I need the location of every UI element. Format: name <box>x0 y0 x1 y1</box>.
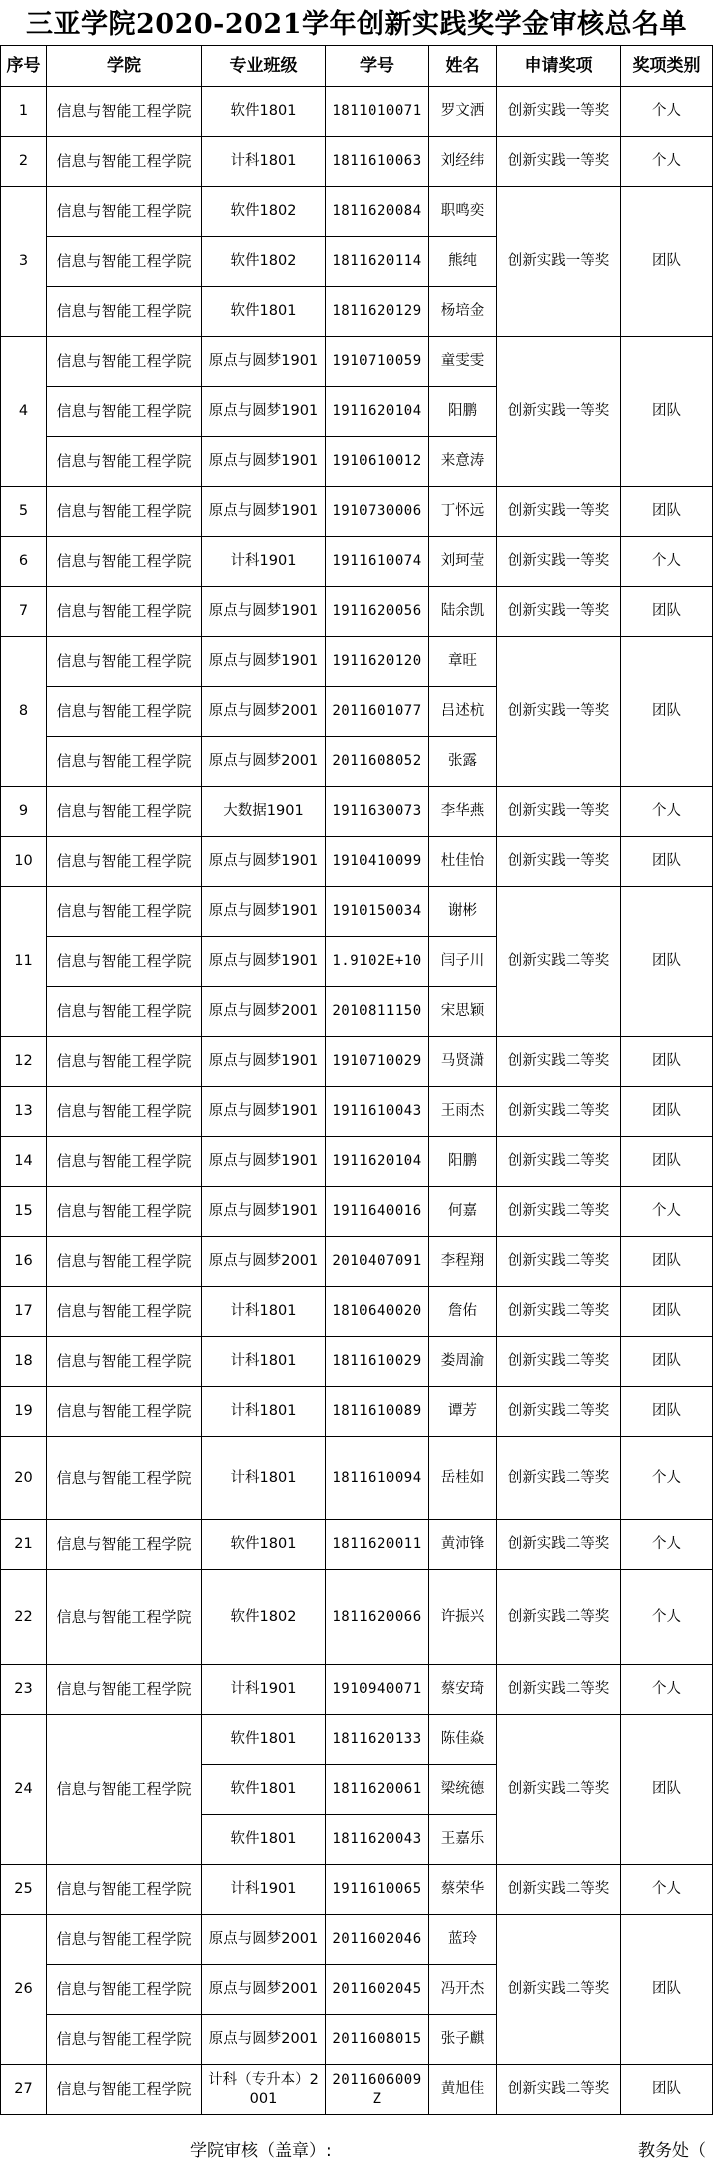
cell-student-id: 2011606009Z <box>326 2065 429 2115</box>
cell-no: 22 <box>1 1570 47 1665</box>
table-row <box>1 1387 713 1437</box>
cell-name: 何嘉 <box>429 1187 497 1237</box>
cell-award-type: 团队 <box>621 487 713 537</box>
cell-award: 创新实践二等奖 <box>497 1865 621 1915</box>
cell-name: 刘经纬 <box>429 137 497 187</box>
cell-name: 岳桂如 <box>429 1437 497 1520</box>
cell-no: 2 <box>1 137 47 187</box>
cell-name: 童雯雯 <box>429 337 497 387</box>
cell-college: 信息与智能工程学院 <box>47 587 202 637</box>
cell-student-id: 1811620084 <box>326 187 429 237</box>
cell-no: 3 <box>1 187 47 337</box>
cell-no: 20 <box>1 1437 47 1520</box>
page-title: 三亚学院2020-2021学年创新实践奖学金审核总名单 <box>26 9 687 40</box>
cell-name: 罗文洒 <box>429 87 497 137</box>
cell-award-type: 个人 <box>621 1187 713 1237</box>
cell-award-type: 团队 <box>621 2065 713 2115</box>
cell-award-type: 个人 <box>621 1520 713 1570</box>
cell-college: 信息与智能工程学院 <box>47 937 202 987</box>
cell-student-id: 2011608015 <box>326 2015 429 2065</box>
college-review-stamp-label: 学院审核（盖章）: <box>190 2141 332 2161</box>
cell-award: 创新实践二等奖 <box>497 2065 621 2115</box>
cell-class: 计科1801 <box>202 1437 326 1520</box>
footer <box>0 2126 713 2169</box>
header-award: 申请奖项 <box>497 46 621 87</box>
cell-student-id: 1911620120 <box>326 637 429 687</box>
cell-award: 创新实践二等奖 <box>497 1915 621 2065</box>
cell-award: 创新实践二等奖 <box>497 887 621 1037</box>
cell-award-type: 个人 <box>621 87 713 137</box>
cell-award: 创新实践一等奖 <box>497 537 621 587</box>
cell-college: 信息与智能工程学院 <box>47 787 202 837</box>
cell-class: 软件1801 <box>202 1815 326 1865</box>
award-table <box>0 45 713 2115</box>
cell-name: 蓝玲 <box>429 1915 497 1965</box>
cell-no: 19 <box>1 1387 47 1437</box>
cell-name: 来意涛 <box>429 437 497 487</box>
cell-award: 创新实践二等奖 <box>497 1387 621 1437</box>
cell-name: 熊纯 <box>429 237 497 287</box>
cell-name: 黄旭佳 <box>429 2065 497 2115</box>
header-name: 姓名 <box>429 46 497 87</box>
cell-college: 信息与智能工程学院 <box>47 387 202 437</box>
header-class: 专业班级 <box>202 46 326 87</box>
cell-student-id: 2010407091 <box>326 1237 429 1287</box>
cell-name: 闫子川 <box>429 937 497 987</box>
header-no: 序号 <box>1 46 47 87</box>
cell-award-type: 团队 <box>621 1037 713 1087</box>
cell-name: 阳鹏 <box>429 387 497 437</box>
cell-no: 25 <box>1 1865 47 1915</box>
table-row <box>1 1037 713 1087</box>
cell-no: 12 <box>1 1037 47 1087</box>
cell-college: 信息与智能工程学院 <box>47 1337 202 1387</box>
cell-name: 王嘉乐 <box>429 1815 497 1865</box>
cell-student-id: 1811610063 <box>326 137 429 187</box>
table-row <box>1 137 713 187</box>
cell-no: 16 <box>1 1237 47 1287</box>
cell-no: 17 <box>1 1287 47 1337</box>
cell-no: 15 <box>1 1187 47 1237</box>
cell-award-type: 个人 <box>621 1570 713 1665</box>
cell-student-id: 2011602045 <box>326 1965 429 2015</box>
cell-name: 阳鹏 <box>429 1137 497 1187</box>
cell-award: 创新实践二等奖 <box>497 1037 621 1087</box>
cell-college: 信息与智能工程学院 <box>47 687 202 737</box>
cell-class: 计科1901 <box>202 537 326 587</box>
cell-name: 黄沛锋 <box>429 1520 497 1570</box>
cell-no: 4 <box>1 337 47 487</box>
table-row <box>1 1570 713 1665</box>
cell-class: 原点与圆梦1901 <box>202 1137 326 1187</box>
table-row <box>1 787 713 837</box>
cell-class: 原点与圆梦2001 <box>202 987 326 1037</box>
cell-class: 软件1801 <box>202 87 326 137</box>
cell-award-type: 个人 <box>621 787 713 837</box>
cell-award-type: 团队 <box>621 1287 713 1337</box>
table-row <box>1 1665 713 1715</box>
cell-award: 创新实践二等奖 <box>497 1665 621 1715</box>
header-row <box>1 46 713 87</box>
cell-college: 信息与智能工程学院 <box>47 237 202 287</box>
cell-award: 创新实践一等奖 <box>497 787 621 837</box>
cell-student-id: 2010811150 <box>326 987 429 1037</box>
table-row <box>1 537 713 587</box>
cell-college: 信息与智能工程学院 <box>47 1665 202 1715</box>
table-row <box>1 1237 713 1287</box>
cell-college: 信息与智能工程学院 <box>47 487 202 537</box>
cell-award: 创新实践二等奖 <box>497 1237 621 1287</box>
cell-no: 23 <box>1 1665 47 1715</box>
header-award-type: 奖项类别 <box>621 46 713 87</box>
header-student-id: 学号 <box>326 46 429 87</box>
cell-award-type: 个人 <box>621 537 713 587</box>
cell-student-id: 1911640016 <box>326 1187 429 1237</box>
cell-college: 信息与智能工程学院 <box>47 2015 202 2065</box>
table-row <box>1 487 713 537</box>
cell-student-id: 1910710029 <box>326 1037 429 1087</box>
cell-college: 信息与智能工程学院 <box>47 1087 202 1137</box>
cell-college: 信息与智能工程学院 <box>47 1037 202 1087</box>
cell-college: 信息与智能工程学院 <box>47 537 202 587</box>
cell-student-id: 2011601077 <box>326 687 429 737</box>
cell-no: 13 <box>1 1087 47 1137</box>
cell-award-type: 团队 <box>621 1715 713 1865</box>
cell-student-id: 1911620056 <box>326 587 429 637</box>
cell-award: 创新实践二等奖 <box>497 1437 621 1520</box>
cell-award: 创新实践一等奖 <box>497 587 621 637</box>
cell-name: 王雨杰 <box>429 1087 497 1137</box>
cell-student-id: 1811620129 <box>326 287 429 337</box>
cell-award: 创新实践二等奖 <box>497 1137 621 1187</box>
cell-name: 陆余凯 <box>429 587 497 637</box>
cell-no: 26 <box>1 1915 47 2065</box>
cell-award: 创新实践一等奖 <box>497 487 621 537</box>
cell-award: 创新实践一等奖 <box>497 637 621 787</box>
cell-award-type: 团队 <box>621 187 713 337</box>
cell-award-type: 团队 <box>621 337 713 487</box>
cell-name: 蔡安琦 <box>429 1665 497 1715</box>
cell-college: 信息与智能工程学院 <box>47 1915 202 1965</box>
cell-college: 信息与智能工程学院 <box>47 87 202 137</box>
table-row <box>1 87 713 137</box>
cell-student-id: 1811010071 <box>326 87 429 137</box>
cell-student-id: 1811620114 <box>326 237 429 287</box>
cell-class: 计科1801 <box>202 1387 326 1437</box>
cell-name: 谭芳 <box>429 1387 497 1437</box>
table-row <box>1 587 713 637</box>
cell-student-id: 2011608052 <box>326 737 429 787</box>
cell-college: 信息与智能工程学院 <box>47 2065 202 2115</box>
cell-class: 原点与圆梦1901 <box>202 387 326 437</box>
cell-college: 信息与智能工程学院 <box>47 337 202 387</box>
cell-award: 创新实践一等奖 <box>497 337 621 487</box>
cell-name: 詹佑 <box>429 1287 497 1337</box>
cell-award: 创新实践二等奖 <box>497 1087 621 1137</box>
cell-award-type: 团队 <box>621 1337 713 1387</box>
cell-name: 李程翔 <box>429 1237 497 1287</box>
cell-student-id: 1810640020 <box>326 1287 429 1337</box>
cell-award-type: 个人 <box>621 1865 713 1915</box>
cell-award-type: 个人 <box>621 1665 713 1715</box>
cell-student-id: 1.9102E+10 <box>326 937 429 987</box>
cell-college: 信息与智能工程学院 <box>47 1965 202 2015</box>
cell-award-type: 团队 <box>621 887 713 1037</box>
cell-class: 计科1801 <box>202 137 326 187</box>
cell-name: 杜佳怡 <box>429 837 497 887</box>
cell-name: 杨培金 <box>429 287 497 337</box>
cell-class: 原点与圆梦2001 <box>202 1915 326 1965</box>
cell-class: 原点与圆梦1901 <box>202 887 326 937</box>
cell-name: 刘珂莹 <box>429 537 497 587</box>
cell-college: 信息与智能工程学院 <box>47 1570 202 1665</box>
cell-class: 原点与圆梦1901 <box>202 437 326 487</box>
cell-college: 信息与智能工程学院 <box>47 637 202 687</box>
table-row <box>1 1715 713 1765</box>
cell-college: 信息与智能工程学院 <box>47 1287 202 1337</box>
cell-student-id: 1911610065 <box>326 1865 429 1915</box>
cell-student-id: 1811610029 <box>326 1337 429 1387</box>
cell-class: 软件1802 <box>202 1570 326 1665</box>
cell-class: 计科1901 <box>202 1665 326 1715</box>
table-row <box>1 1337 713 1387</box>
cell-student-id: 1811620133 <box>326 1715 429 1765</box>
table-row <box>1 1137 713 1187</box>
cell-college: 信息与智能工程学院 <box>47 1237 202 1287</box>
table-row <box>1 637 713 687</box>
cell-class: 软件1801 <box>202 1520 326 1570</box>
cell-no: 18 <box>1 1337 47 1387</box>
cell-college: 信息与智能工程学院 <box>47 737 202 787</box>
cell-name: 谢彬 <box>429 887 497 937</box>
cell-no: 8 <box>1 637 47 787</box>
cell-student-id: 1811620066 <box>326 1570 429 1665</box>
cell-college: 信息与智能工程学院 <box>47 837 202 887</box>
cell-class: 原点与圆梦1901 <box>202 937 326 987</box>
table-row <box>1 1520 713 1570</box>
cell-student-id: 1910150034 <box>326 887 429 937</box>
cell-student-id: 1811610089 <box>326 1387 429 1437</box>
table-row <box>1 837 713 887</box>
cell-student-id: 1811620011 <box>326 1520 429 1570</box>
cell-class: 原点与圆梦2001 <box>202 737 326 787</box>
cell-student-id: 1811620061 <box>326 1765 429 1815</box>
cell-student-id: 1911620104 <box>326 1137 429 1187</box>
cell-class: 大数据1901 <box>202 787 326 837</box>
cell-class: 原点与圆梦1901 <box>202 837 326 887</box>
cell-college: 信息与智能工程学院 <box>47 1187 202 1237</box>
cell-class: 原点与圆梦2001 <box>202 687 326 737</box>
cell-student-id: 1910410099 <box>326 837 429 887</box>
cell-no: 7 <box>1 587 47 637</box>
cell-award: 创新实践二等奖 <box>497 1520 621 1570</box>
cell-award-type: 团队 <box>621 637 713 787</box>
cell-award-type: 团队 <box>621 1137 713 1187</box>
cell-award: 创新实践一等奖 <box>497 187 621 337</box>
cell-college: 信息与智能工程学院 <box>47 1715 202 1865</box>
cell-college: 信息与智能工程学院 <box>47 987 202 1037</box>
cell-award: 创新实践一等奖 <box>497 87 621 137</box>
cell-name: 张露 <box>429 737 497 787</box>
table-row <box>1 1865 713 1915</box>
cell-name: 章旺 <box>429 637 497 687</box>
cell-award: 创新实践二等奖 <box>497 1337 621 1387</box>
cell-no: 6 <box>1 537 47 587</box>
cell-award-type: 团队 <box>621 1237 713 1287</box>
cell-no: 10 <box>1 837 47 887</box>
cell-college: 信息与智能工程学院 <box>47 437 202 487</box>
cell-class: 原点与圆梦1901 <box>202 637 326 687</box>
cell-class: 原点与圆梦2001 <box>202 1237 326 1287</box>
cell-name: 丁怀远 <box>429 487 497 537</box>
cell-class: 软件1802 <box>202 187 326 237</box>
cell-class: 计科1901 <box>202 1865 326 1915</box>
cell-student-id: 1910730006 <box>326 487 429 537</box>
table-row <box>1 2065 713 2115</box>
cell-award: 创新实践一等奖 <box>497 137 621 187</box>
cell-award-type: 个人 <box>621 137 713 187</box>
cell-student-id: 1811620043 <box>326 1815 429 1865</box>
cell-name: 冯开杰 <box>429 1965 497 2015</box>
cell-college: 信息与智能工程学院 <box>47 887 202 937</box>
table-row <box>1 1187 713 1237</box>
cell-no: 24 <box>1 1715 47 1865</box>
cell-no: 11 <box>1 887 47 1037</box>
table-row <box>1 1287 713 1337</box>
cell-student-id: 1910940071 <box>326 1665 429 1715</box>
cell-college: 信息与智能工程学院 <box>47 1137 202 1187</box>
cell-award-type: 团队 <box>621 1915 713 2065</box>
cell-no: 27 <box>1 2065 47 2115</box>
cell-college: 信息与智能工程学院 <box>47 1865 202 1915</box>
cell-student-id: 1911630073 <box>326 787 429 837</box>
cell-class: 原点与圆梦1901 <box>202 1037 326 1087</box>
cell-award-type: 团队 <box>621 587 713 637</box>
cell-class: 计科1801 <box>202 1337 326 1387</box>
cell-name: 娄周渝 <box>429 1337 497 1387</box>
cell-student-id: 1811610094 <box>326 1437 429 1520</box>
cell-name: 李华燕 <box>429 787 497 837</box>
cell-student-id: 2011602046 <box>326 1915 429 1965</box>
cell-class: 原点与圆梦1901 <box>202 1087 326 1137</box>
cell-college: 信息与智能工程学院 <box>47 1387 202 1437</box>
table-row <box>1 1437 713 1520</box>
cell-name: 梁统德 <box>429 1765 497 1815</box>
cell-student-id: 1911620104 <box>326 387 429 437</box>
cell-student-id: 1911610074 <box>326 537 429 587</box>
cell-college: 信息与智能工程学院 <box>47 1437 202 1520</box>
cell-award-type: 团队 <box>621 1387 713 1437</box>
header-college: 学院 <box>47 46 202 87</box>
cell-college: 信息与智能工程学院 <box>47 187 202 237</box>
cell-class: 原点与圆梦1901 <box>202 1187 326 1237</box>
cell-class: 软件1802 <box>202 237 326 287</box>
cell-name: 宋思颖 <box>429 987 497 1037</box>
cell-award: 创新实践一等奖 <box>497 837 621 887</box>
cell-class: 计科1801 <box>202 1287 326 1337</box>
cell-award: 创新实践二等奖 <box>497 1187 621 1237</box>
cell-name: 职鸣奕 <box>429 187 497 237</box>
cell-student-id: 1910710059 <box>326 337 429 387</box>
table-row <box>1 337 713 387</box>
cell-no: 14 <box>1 1137 47 1187</box>
cell-name: 张子麒 <box>429 2015 497 2065</box>
cell-class: 计科（专升本）2001 <box>202 2065 326 2115</box>
cell-class: 原点与圆梦2001 <box>202 2015 326 2065</box>
cell-name: 蔡荣华 <box>429 1865 497 1915</box>
cell-no: 21 <box>1 1520 47 1570</box>
cell-name: 吕述杭 <box>429 687 497 737</box>
cell-student-id: 1911610043 <box>326 1087 429 1137</box>
table-row <box>1 187 713 237</box>
cell-no: 5 <box>1 487 47 537</box>
cell-name: 马贤潇 <box>429 1037 497 1087</box>
table-row <box>1 1087 713 1137</box>
cell-college: 信息与智能工程学院 <box>47 287 202 337</box>
cell-class: 原点与圆梦1901 <box>202 587 326 637</box>
cell-award: 创新实践二等奖 <box>497 1715 621 1865</box>
cell-award-type: 团队 <box>621 1087 713 1137</box>
cell-class: 软件1801 <box>202 1715 326 1765</box>
cell-no: 1 <box>1 87 47 137</box>
cell-name: 许振兴 <box>429 1570 497 1665</box>
cell-no: 9 <box>1 787 47 837</box>
cell-college: 信息与智能工程学院 <box>47 1520 202 1570</box>
academic-affairs-label: 教务处（ <box>638 2141 706 2161</box>
table-row <box>1 1915 713 1965</box>
cell-award-type: 个人 <box>621 1437 713 1520</box>
cell-class: 软件1801 <box>202 1765 326 1815</box>
cell-class: 原点与圆梦1901 <box>202 487 326 537</box>
cell-class: 原点与圆梦2001 <box>202 1965 326 2015</box>
cell-award: 创新实践二等奖 <box>497 1570 621 1665</box>
cell-award: 创新实践二等奖 <box>497 1287 621 1337</box>
table-row <box>1 887 713 937</box>
cell-class: 软件1801 <box>202 287 326 337</box>
cell-student-id: 1910610012 <box>326 437 429 487</box>
cell-class: 原点与圆梦1901 <box>202 337 326 387</box>
cell-name: 陈佳焱 <box>429 1715 497 1765</box>
cell-award-type: 团队 <box>621 837 713 887</box>
cell-college: 信息与智能工程学院 <box>47 137 202 187</box>
